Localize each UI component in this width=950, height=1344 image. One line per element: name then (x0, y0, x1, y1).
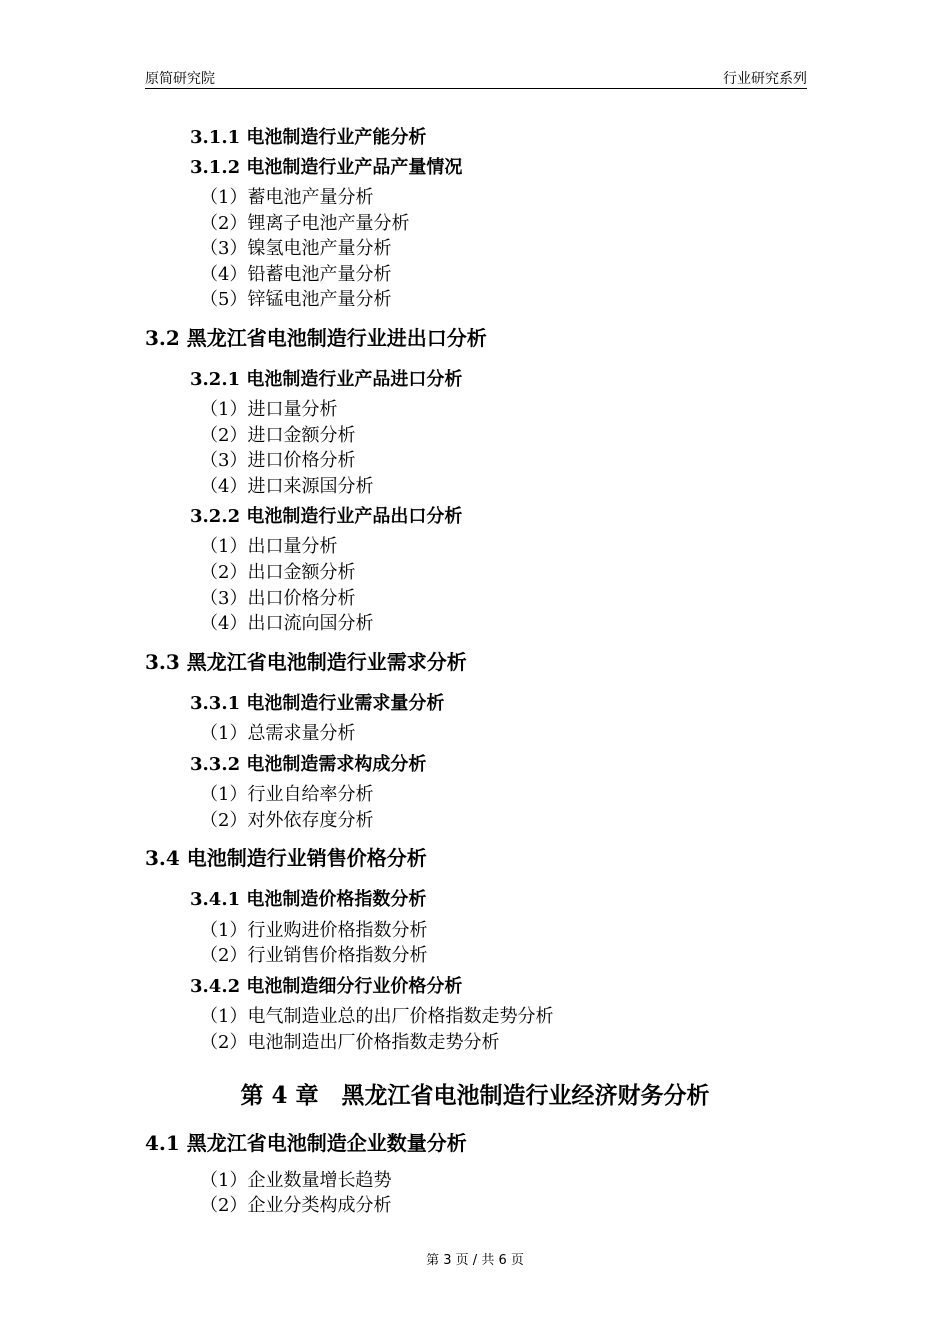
toc-heading-3-2-1: 3.2.1 电池制造行业产品进口分析 (190, 369, 463, 390)
toc-item: （2）出口金额分析 (200, 562, 356, 583)
toc-item: （4）铅蓄电池产量分析 (200, 264, 392, 285)
toc-item: （1）行业自给率分析 (200, 784, 374, 805)
toc-item: （5）锌锰电池产量分析 (200, 289, 392, 310)
toc-heading-3-1-1: 3.1.1 电池制造行业产能分析 (190, 127, 427, 148)
toc-item: （1）总需求量分析 (200, 723, 356, 744)
toc-item: （1）行业购进价格指数分析 (200, 920, 428, 941)
page-header (145, 60, 807, 89)
toc-item: （3）出口价格分析 (200, 588, 356, 609)
toc-heading-3-3-2: 3.3.2 电池制造需求构成分析 (190, 754, 427, 775)
toc-item: （1）蓄电池产量分析 (200, 187, 374, 208)
toc-heading-3-3: 3.3 黑龙江省电池制造行业需求分析 (145, 650, 467, 674)
toc-heading-3-2: 3.2 黑龙江省电池制造行业进出口分析 (145, 326, 487, 350)
toc-item: （1）出口量分析 (200, 536, 338, 557)
toc-heading-4-1: 4.1 黑龙江省电池制造企业数量分析 (145, 1131, 467, 1155)
toc-heading-3-1-2: 3.1.2 电池制造行业产品产量情况 (190, 157, 463, 178)
toc-item: （3）进口价格分析 (200, 450, 356, 471)
header-org-name: 原简研究院 (145, 71, 215, 87)
toc-heading-3-4-1: 3.4.1 电池制造价格指数分析 (190, 889, 427, 910)
toc-item: （4）出口流向国分析 (200, 613, 374, 634)
toc-chapter-4: 第 4 章 黑龙江省电池制造行业经济财务分析 (240, 1082, 710, 1109)
toc-heading-3-4: 3.4 电池制造行业销售价格分析 (145, 846, 427, 870)
toc-item: （2）锂离子电池产量分析 (200, 213, 410, 234)
toc-heading-3-4-2: 3.4.2 电池制造细分行业价格分析 (190, 976, 463, 997)
toc-heading-3-2-2: 3.2.2 电池制造行业产品出口分析 (190, 506, 463, 527)
toc-heading-3-3-1: 3.3.1 电池制造行业需求量分析 (190, 693, 445, 714)
toc-item: （3）镍氢电池产量分析 (200, 238, 392, 259)
toc-item: （2）电池制造出厂价格指数走势分析 (200, 1032, 500, 1053)
toc-item: （4）进口来源国分析 (200, 476, 374, 497)
toc-item: （2）企业分类构成分析 (200, 1195, 392, 1216)
toc-item: （1）电气制造业总的出厂价格指数走势分析 (200, 1006, 554, 1027)
toc-item: （1）进口量分析 (200, 399, 338, 420)
header-series-name: 行业研究系列 (723, 71, 807, 87)
toc-item: （2）对外依存度分析 (200, 810, 374, 831)
toc-item: （2）进口金额分析 (200, 425, 356, 446)
toc-item: （1）企业数量增长趋势 (200, 1170, 392, 1191)
toc-item: （2）行业销售价格指数分析 (200, 945, 428, 966)
page-footer: 第 3 页 / 共 6 页 (426, 1253, 524, 1268)
